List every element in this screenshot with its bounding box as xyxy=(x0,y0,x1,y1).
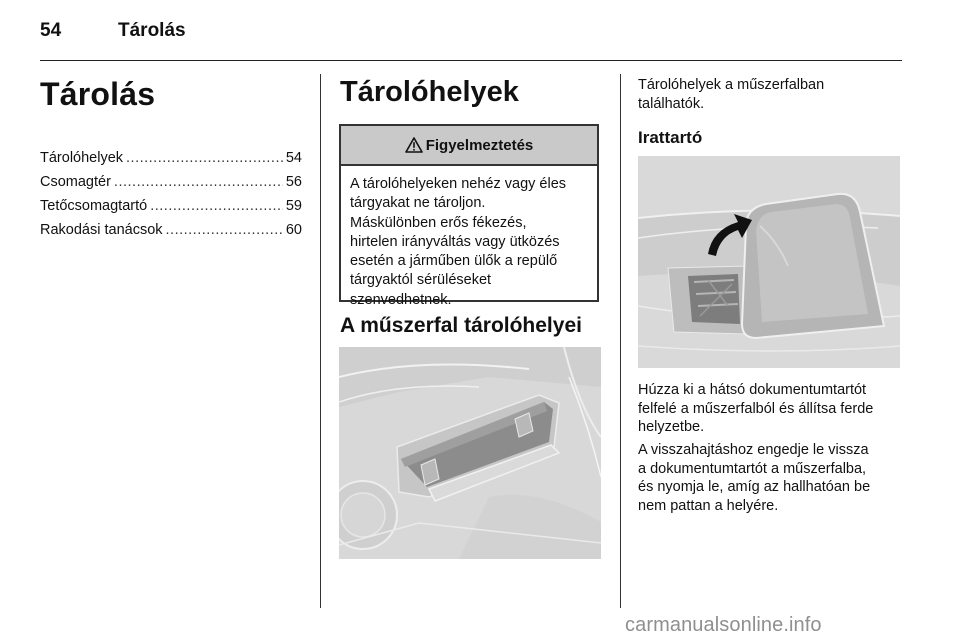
footer-watermark: carmanualsonline.info xyxy=(625,614,822,636)
table-of-contents xyxy=(40,150,302,246)
warning-heading: Figyelmeztetés xyxy=(425,136,534,154)
chapter-title: Tárolás xyxy=(40,76,156,112)
instruction-line: Húzza ki a hátsó dokumentumtartót xyxy=(638,382,867,398)
warning-box xyxy=(339,124,599,308)
document-holder-illustration xyxy=(638,156,900,368)
instruction-line: helyzetbe. xyxy=(638,419,705,435)
warning-triangle-icon xyxy=(405,137,423,153)
header-rule xyxy=(40,60,902,61)
toc-leader-dots xyxy=(166,222,283,238)
toc-leader-dots xyxy=(126,150,283,166)
toc-entry-page: 54 xyxy=(285,150,302,166)
warning-header xyxy=(341,126,597,166)
instruction-line: nem pattan a helyére. xyxy=(638,497,779,514)
instruction-line: a dokumentumtartót a műszerfalba, xyxy=(638,460,867,477)
toc-entry-title: Csomagtér xyxy=(40,174,111,190)
glovebox-illustration xyxy=(339,347,601,559)
warning-line: esetén a járműben ülők a repülő xyxy=(350,253,558,270)
toc-entry[interactable] xyxy=(40,222,302,246)
section-title: Tárolóhelyek xyxy=(340,76,519,108)
instruction-line: és nyomja le, amíg az hallhatóan be xyxy=(638,479,871,495)
warning-line: A tárolóhelyeken nehéz vagy éles xyxy=(350,176,567,192)
toc-entry-page: 60 xyxy=(285,222,302,238)
warning-line: Máskülönben erős fékezés, xyxy=(350,214,527,231)
instruction-fold-back xyxy=(638,441,902,515)
toc-entry-title: Rakodási tanácsok xyxy=(40,222,163,238)
toc-leader-dots xyxy=(150,198,283,214)
toc-entry-title: Tetőcsomagtartó xyxy=(40,198,148,214)
toc-entry-page: 59 xyxy=(285,198,302,214)
intro-paragraph xyxy=(638,76,902,113)
running-title: Tárolás xyxy=(118,20,186,41)
toc-entry[interactable] xyxy=(40,150,302,174)
column-divider-right xyxy=(620,74,621,608)
instruction-pull-out xyxy=(638,381,902,437)
document-holder-heading: Irattartó xyxy=(638,128,703,147)
warning-line: tárgyakat ne tároljon. xyxy=(350,195,486,212)
subheading-dashboard-storage: A műszerfal tárolóhelyei xyxy=(340,314,582,337)
page-number: 54 xyxy=(40,20,62,41)
warning-line: tárgyaktól sérüléseket xyxy=(350,272,492,289)
toc-entry-title: Tárolóhelyek xyxy=(40,150,124,166)
intro-line: Tárolóhelyek a műszerfalban xyxy=(638,77,825,93)
instruction-line: A visszahajtáshoz engedje le vissza xyxy=(638,442,869,458)
warning-line: szenvedhetnek. xyxy=(350,291,452,308)
warning-line: hirtelen irányváltás vagy ütközés xyxy=(350,233,560,250)
toc-entry-page: 56 xyxy=(285,174,302,190)
toc-leader-dots xyxy=(114,174,283,190)
intro-line: találhatók. xyxy=(638,95,705,112)
toc-entry[interactable] xyxy=(40,198,302,222)
column-divider-left xyxy=(320,74,321,608)
warning-text xyxy=(341,166,597,310)
instruction-line: felfelé a műszerfalból és állítsa ferde xyxy=(638,400,874,417)
toc-entry[interactable] xyxy=(40,174,302,198)
